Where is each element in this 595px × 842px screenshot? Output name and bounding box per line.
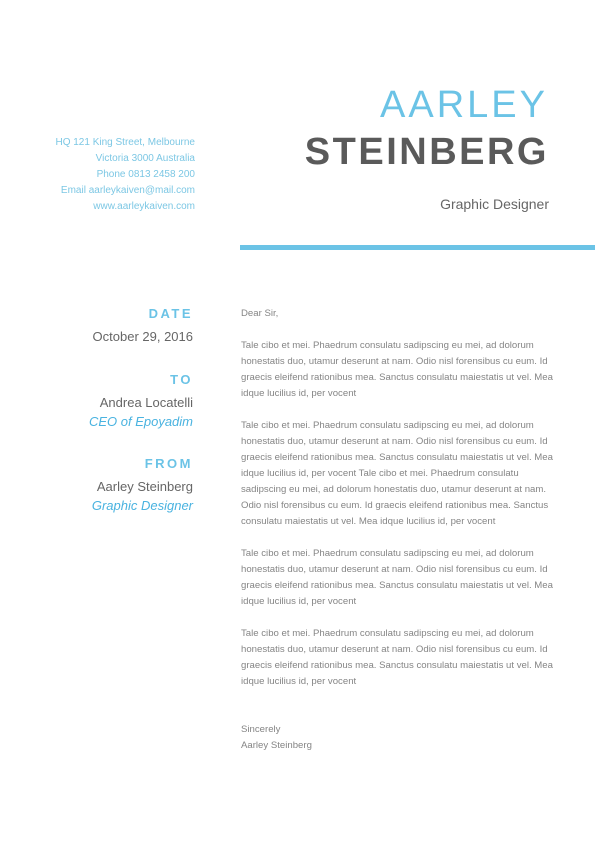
contact-website: www.aarleykaiven.com xyxy=(93,201,195,212)
recipient-name: Andrea Locatelli xyxy=(99,395,193,410)
contact-address-line-2: Victoria 3000 Australia xyxy=(95,153,195,164)
last-name: STEINBERG xyxy=(304,131,549,173)
contact-address-line-1: HQ 121 King Street, Melbourne xyxy=(55,137,195,148)
sender-title: Graphic Designer xyxy=(91,498,193,513)
from-label: FROM xyxy=(144,456,193,471)
paragraph: Tale cibo et mei. Phaedrum consulatu sadipscing eu mei, ad dolorum honestatis duo, utamur deserunt at nam. Odio nisl forensibus cu eum. Id graecis eleifend rationibus mea. Sanctus consulatu maiestatis ut vel. Mea idque lucilius id, per vocent Tale cibo et mei. Phaedrum consulatu sadipscing eu mei, ad dolorum honestatis duo, utamur deserunt at nam. Odio nisl forensibus cu eum. Id graecis eleifend rationibus mea. Sanctus consulatu maiestatis ut vel. Mea idque lucilius id, per vocent xyxy=(241,420,553,527)
paragraph: Tale cibo et mei. Phaedrum consulatu sadipscing eu mei, ad dolorum honestatis duo, utamur deserunt at nam. Odio nisl forensibus cu eum. Id graecis eleifend rationibus mea. Sanctus consulatu maiestatis ut vel. Mea idque lucilius id, per vocent xyxy=(241,340,553,399)
accent-divider xyxy=(240,245,595,250)
contact-email: Email aarleykaiven@mail.com xyxy=(60,185,195,196)
paragraph: Tale cibo et mei. Phaedrum consulatu sadipscing eu mei, ad dolorum honestatis duo, utamur deserunt at nam. Odio nisl forensibus cu eum. Id graecis eleifend rationibus mea. Sanctus consulatu maiestatis ut vel. Mea idque lucilius id, per vocent xyxy=(241,548,553,607)
to-label: TO xyxy=(170,372,193,387)
sender-name: Aarley Steinberg xyxy=(96,479,193,494)
to-section xyxy=(13,372,193,429)
job-title: Graphic Designer xyxy=(440,196,549,212)
date-label: DATE xyxy=(148,306,193,321)
date-value: October 29, 2016 xyxy=(92,329,193,344)
signature-name: Aarley Steinberg xyxy=(241,740,312,751)
greeting: Dear Sir, xyxy=(241,308,279,319)
letter-body xyxy=(241,306,556,754)
first-name: AARLEY xyxy=(380,84,548,126)
paragraph: Tale cibo et mei. Phaedrum consulatu sadipscing eu mei, ad dolorum honestatis duo, utamur deserunt at nam. Odio nisl forensibus cu eum. Id graecis eleifend rationibus mea. Sanctus consulatu maiestatis ut vel. Mea idque lucilius id, per vocent xyxy=(241,628,553,687)
closing: Sincerely xyxy=(241,724,281,735)
date-section xyxy=(13,306,193,344)
letter-meta-sidebar xyxy=(13,306,193,513)
contact-phone: Phone 0813 2458 200 xyxy=(96,169,195,180)
recipient-title: CEO of Epoyadim xyxy=(88,414,193,429)
contact-block xyxy=(55,135,195,215)
from-section xyxy=(13,456,193,513)
